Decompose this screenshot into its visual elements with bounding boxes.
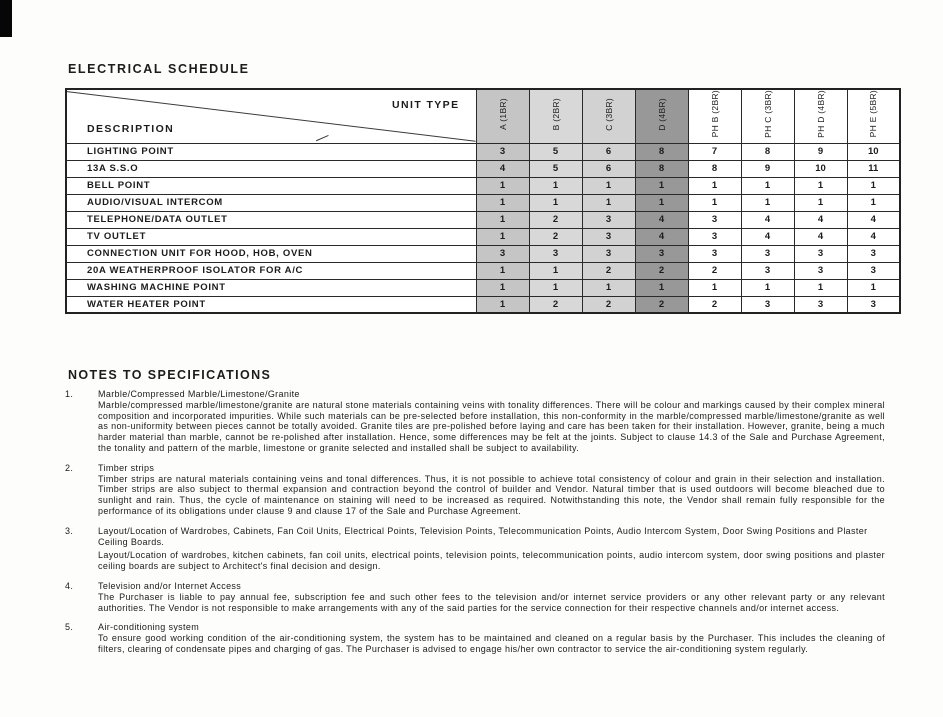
value-cell: 4	[794, 211, 847, 228]
note-item-1	[65, 389, 885, 454]
value-cell: 2	[635, 296, 688, 313]
column-header-ph-b-2br: PH B (2BR)	[688, 89, 741, 143]
value-cell: 6	[582, 160, 635, 177]
description-cell: 13A S.S.O	[66, 160, 476, 177]
description-cell: 20A WEATHERPROOF ISOLATOR FOR A/C	[66, 262, 476, 279]
value-cell: 1	[688, 279, 741, 296]
value-cell: 3	[794, 245, 847, 262]
value-cell: 4	[635, 211, 688, 228]
column-header-a-1br: A (1BR)	[476, 89, 529, 143]
value-cell: 2	[582, 262, 635, 279]
note-number: 3.	[65, 525, 74, 536]
value-cell: 4	[635, 228, 688, 245]
description-cell: WASHING MACHINE POINT	[66, 279, 476, 296]
note-number: 1.	[65, 389, 74, 399]
notes-title: NOTES TO SPECIFICATIONS	[68, 368, 272, 382]
note-item-4	[65, 581, 885, 613]
note-number: 5.	[65, 622, 74, 633]
value-cell: 11	[847, 160, 900, 177]
table-row	[66, 143, 900, 160]
value-cell: 3	[582, 228, 635, 245]
value-cell: 1	[794, 194, 847, 211]
value-cell: 1	[635, 177, 688, 194]
table-row	[66, 211, 900, 228]
note-body: The Purchaser is liable to pay annual fee, subscription fee and such other fees to the television and/or internet service providers or any other relevant party or any relevant authorities. The Vendor is not responsible to make arrangements with any of the said parties for the service connection for their respective channels and/or internet access.	[98, 591, 885, 613]
value-cell: 3	[741, 296, 794, 313]
value-cell: 8	[688, 160, 741, 177]
column-header-ph-c-3br: PH C (3BR)	[741, 89, 794, 143]
table-corner-cell	[66, 89, 476, 143]
notes-section	[65, 389, 885, 664]
electrical-schedule-table	[65, 88, 901, 314]
value-cell: 1	[847, 177, 900, 194]
note-title: Television and/or Internet Access	[98, 580, 242, 591]
value-cell: 2	[688, 262, 741, 279]
value-cell: 1	[476, 211, 529, 228]
value-cell: 9	[741, 160, 794, 177]
column-header-b-2br: B (2BR)	[529, 89, 582, 143]
description-cell: BELL POINT	[66, 177, 476, 194]
value-cell: 3	[847, 262, 900, 279]
column-header-c-3br: C (3BR)	[582, 89, 635, 143]
value-cell: 1	[529, 177, 582, 194]
value-cell: 3	[688, 211, 741, 228]
value-cell: 5	[529, 143, 582, 160]
value-cell: 1	[476, 296, 529, 313]
value-cell: 1	[794, 177, 847, 194]
column-header-ph-d-4br: PH D (4BR)	[794, 89, 847, 143]
table-row	[66, 160, 900, 177]
value-cell: 1	[476, 262, 529, 279]
value-cell: 1	[794, 279, 847, 296]
value-cell: 1	[847, 194, 900, 211]
diagonal-divider	[67, 90, 476, 143]
value-cell: 6	[582, 143, 635, 160]
note-item-2	[65, 463, 885, 517]
value-cell: 2	[635, 262, 688, 279]
description-cell: TV OUTLET	[66, 228, 476, 245]
value-cell: 1	[635, 194, 688, 211]
value-cell: 3	[582, 245, 635, 262]
description-cell: TELEPHONE/DATA OUTLET	[66, 211, 476, 228]
value-cell: 1	[688, 194, 741, 211]
unit-type-label: UNIT TYPE	[392, 99, 460, 111]
description-cell: LIGHTING POINT	[66, 143, 476, 160]
note-item-3	[65, 526, 885, 572]
value-cell: 3	[688, 245, 741, 262]
value-cell: 1	[476, 177, 529, 194]
value-cell: 3	[476, 245, 529, 262]
value-cell: 1	[476, 279, 529, 296]
table-row	[66, 279, 900, 296]
value-cell: 3	[794, 262, 847, 279]
note-number: 2.	[65, 462, 74, 473]
description-cell: WATER HEATER POINT	[66, 296, 476, 313]
value-cell: 1	[741, 279, 794, 296]
value-cell: 2	[529, 228, 582, 245]
description-cell: CONNECTION UNIT FOR HOOD, HOB, OVEN	[66, 245, 476, 262]
table-row	[66, 296, 900, 313]
value-cell: 2	[529, 296, 582, 313]
note-item-5	[65, 622, 885, 654]
table-row	[66, 262, 900, 279]
table-header-row	[66, 89, 900, 143]
value-cell: 10	[794, 160, 847, 177]
value-cell: 5	[529, 160, 582, 177]
value-cell: 3	[794, 296, 847, 313]
note-title: Layout/Location of Wardrobes, Cabinets, Fan Coil Units, Electrical Points, Television Points, Telecommunication Points, Audio Intercom System, Door Swing Positions and Plaster Ceiling Boards.	[98, 525, 868, 547]
note-number: 4.	[65, 580, 74, 591]
value-cell: 1	[529, 194, 582, 211]
column-header-d-4br: D (4BR)	[635, 89, 688, 143]
note-title: Marble/Compressed Marble/Limestone/Granite	[98, 389, 300, 399]
value-cell: 4	[794, 228, 847, 245]
value-cell: 8	[635, 143, 688, 160]
table-row	[66, 194, 900, 211]
table-row	[66, 228, 900, 245]
value-cell: 7	[688, 143, 741, 160]
value-cell: 8	[741, 143, 794, 160]
value-cell: 4	[741, 211, 794, 228]
note-title: Air-conditioning system	[98, 622, 200, 633]
value-cell: 1	[741, 177, 794, 194]
value-cell: 1	[582, 194, 635, 211]
column-header-ph-e-5br: PH E (5BR)	[847, 89, 900, 143]
value-cell: 10	[847, 143, 900, 160]
value-cell: 1	[741, 194, 794, 211]
value-cell: 3	[582, 211, 635, 228]
table-row	[66, 177, 900, 194]
value-cell: 2	[688, 296, 741, 313]
value-cell: 4	[847, 228, 900, 245]
value-cell: 1	[688, 177, 741, 194]
value-cell: 3	[529, 245, 582, 262]
value-cell: 2	[529, 211, 582, 228]
value-cell: 4	[476, 160, 529, 177]
value-cell: 4	[741, 228, 794, 245]
note-body: Layout/Location of wardrobes, kitchen cabinets, fan coil units, electrical points, television points, telecommunication points, audio intercom system, door swing positions and plaster ceiling boards are subject to Architect's final decision and design.	[98, 550, 885, 572]
value-cell: 2	[582, 296, 635, 313]
note-body: Marble/compressed marble/limestone/granite are natural stone materials containing veins with tonality differences. There will be colour and markings caused by their complex mineral composition and incorporated impurities. While such materials can be pre-selected before installation, this non-conformity in the marble/compressed marble/limestone/granite as well as non-uniformity between pieces cannot be totally avoided. Granite tiles are pre-polished before laying and care has been taken for their installation. However, granite, being a much harder material than marble, cannot be re-polished after installation. Hence, some differences may be felt at the joints. Subject to clause 14.3 of the Sale and Purchase Agreement, the tonality and pattern of the marble, limestone or granite selected and installed shall be subject to availability.	[98, 399, 885, 453]
value-cell: 1	[582, 177, 635, 194]
value-cell: 1	[476, 194, 529, 211]
value-cell: 1	[529, 262, 582, 279]
value-cell: 1	[847, 279, 900, 296]
table-row	[66, 245, 900, 262]
description-label: DESCRIPTION	[87, 122, 175, 135]
description-cell: AUDIO/VISUAL INTERCOM	[66, 194, 476, 211]
value-cell: 3	[741, 262, 794, 279]
schedule-title: ELECTRICAL SCHEDULE	[68, 62, 250, 76]
note-body: Timber strips are natural materials containing veins and tonal differences. Thus, it is not possible to achieve total consistency of colour and grain in their selection and installation. Timber strips are also subject to thermal expansion and contraction beyond the control of builder and Vendor. Natural timber that is used outdoors will become bleached due to sunlight and rain. Thus, the cycle of maintenance on staining will need to be increased as required. Notwithstanding this note, the Vendor shall remain fully responsible for the performance of its obligations under clause 9 and clause 17 of the Sale and Purchase Agreement.	[98, 473, 885, 516]
value-cell: 4	[847, 211, 900, 228]
value-cell: 3	[635, 245, 688, 262]
scan-corner-mark	[0, 0, 12, 37]
note-title: Timber strips	[98, 462, 155, 473]
value-cell: 3	[476, 143, 529, 160]
value-cell: 3	[847, 296, 900, 313]
value-cell: 8	[635, 160, 688, 177]
note-body: To ensure good working condition of the air-conditioning system, the system has to be maintained and cleaned on a regular basis by the Purchaser. This includes the cleaning of filters, clearing of condensate pipes and charging of gas. The Purchaser is advised to engage his/her own contractor to service the air-conditioning system regularly.	[98, 633, 885, 654]
value-cell: 1	[476, 228, 529, 245]
value-cell: 3	[741, 245, 794, 262]
value-cell: 1	[529, 279, 582, 296]
value-cell: 3	[688, 228, 741, 245]
value-cell: 9	[794, 143, 847, 160]
value-cell: 1	[582, 279, 635, 296]
value-cell: 3	[847, 245, 900, 262]
value-cell: 1	[635, 279, 688, 296]
